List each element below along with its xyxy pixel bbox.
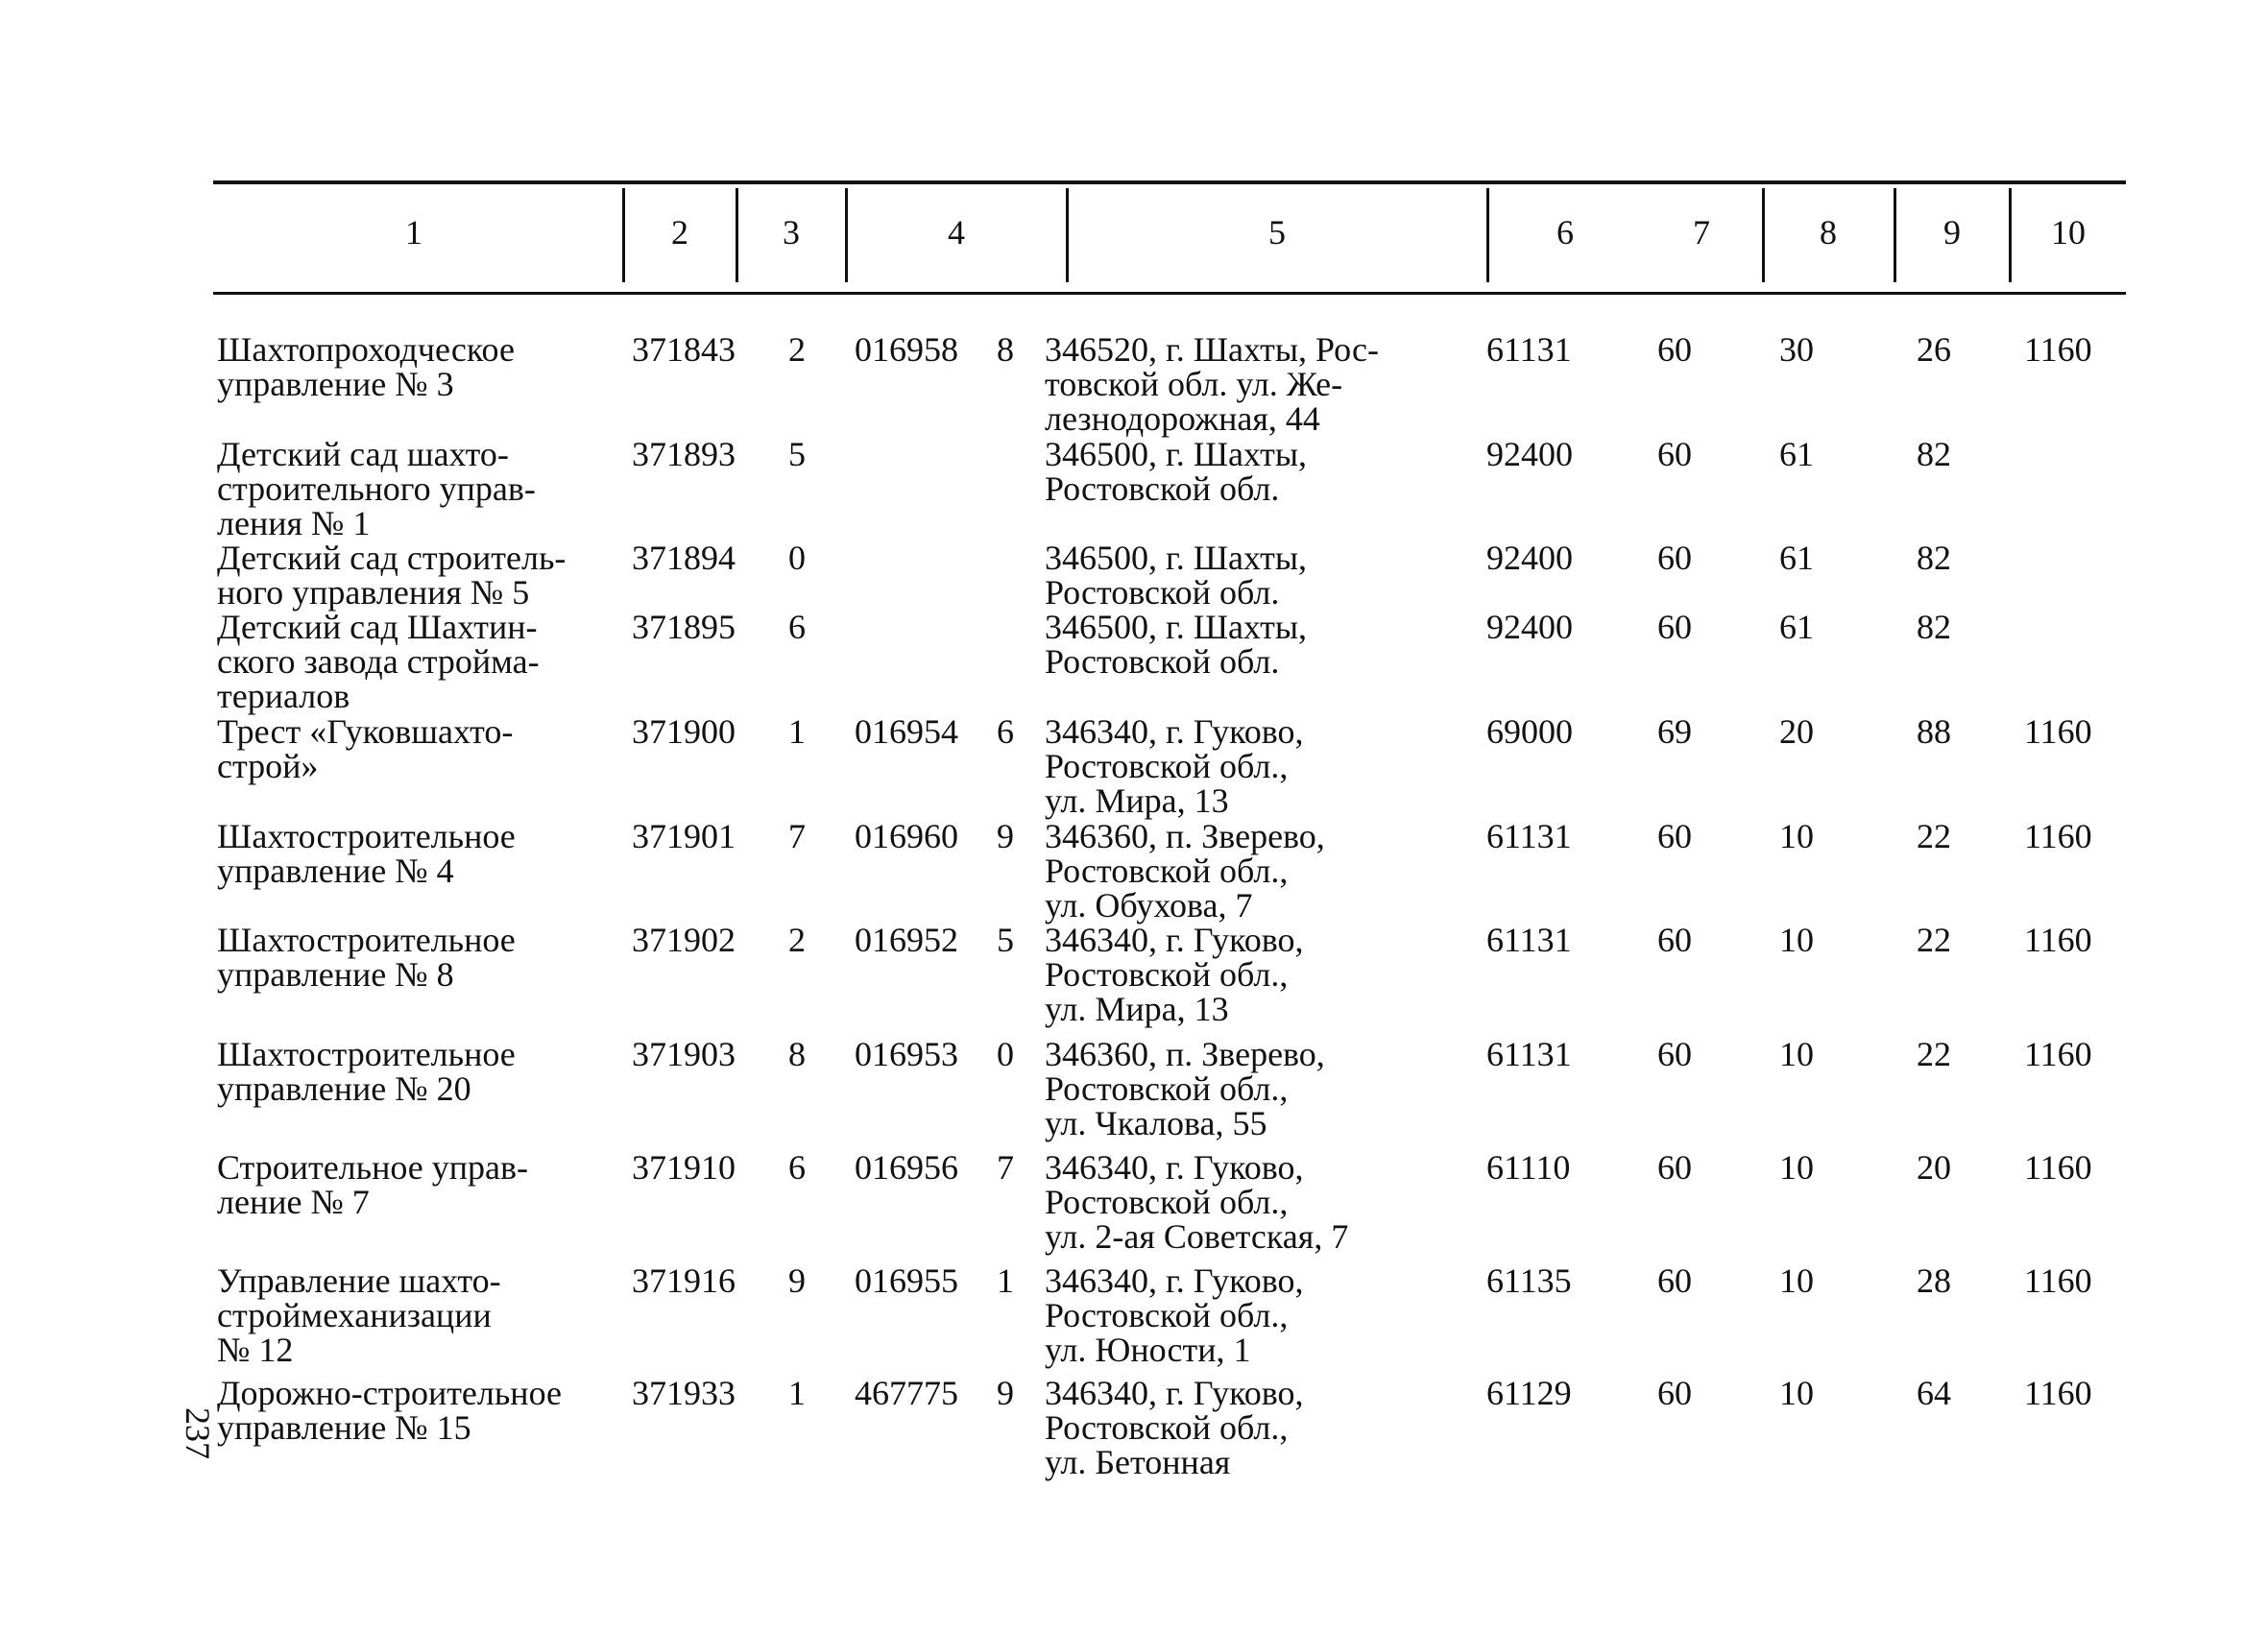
column-10-value: 1160 [2024, 817, 2092, 855]
column-6-value: 92400 [1486, 435, 1573, 473]
org-name: Шахтостроительное управление № 20 [217, 1035, 516, 1108]
column-6-value: 61129 [1486, 1374, 1572, 1412]
column-6-value: 61131 [1486, 330, 1572, 369]
account-check-digit: 8 [997, 330, 1014, 369]
org-name: Детский сад строитель- ного управления № 5 [217, 539, 567, 612]
column-6-value: 61131 [1486, 817, 1572, 855]
org-code: 371900 [632, 712, 736, 751]
column-7-value: 60 [1657, 1261, 1692, 1300]
check-digit: 0 [788, 539, 806, 577]
check-digit: 1 [788, 712, 806, 751]
check-digit: 5 [788, 435, 806, 473]
column-9-value: 26 [1917, 330, 1951, 369]
column-8-value: 10 [1779, 1374, 1814, 1412]
account-code: 016954 [855, 712, 958, 751]
column-6-value: 61131 [1486, 921, 1572, 959]
column-9-value: 64 [1917, 1374, 1951, 1412]
table-header-rule [213, 292, 2126, 295]
column-8-value: 10 [1779, 921, 1814, 959]
address: 346500, г. Шахты, Ростовской обл. [1045, 435, 1308, 508]
check-digit: 2 [788, 330, 806, 369]
check-digit: 6 [788, 1148, 806, 1187]
account-code: 016955 [855, 1261, 958, 1300]
org-name: Шахтостроительное управление № 8 [217, 921, 516, 994]
address: 346360, п. Зверево, Ростовской обл., ул. Чкалова, 55 [1045, 1035, 1325, 1142]
account-check-digit: 7 [997, 1148, 1014, 1187]
column-10-value: 1160 [2024, 1035, 2092, 1073]
org-code: 371916 [632, 1261, 736, 1300]
column-9-value: 20 [1917, 1148, 1951, 1187]
account-code: 467775 [855, 1374, 958, 1412]
column-8-value: 20 [1779, 712, 1814, 751]
column-9-value: 22 [1917, 817, 1951, 855]
column-10-value: 1160 [2024, 330, 2092, 369]
check-digit: 1 [788, 1374, 806, 1412]
address: 346340, г. Гуково, Ростовской обл., ул. Мира, 13 [1045, 921, 1304, 1028]
column-9-value: 82 [1917, 435, 1951, 473]
account-check-digit: 5 [997, 921, 1014, 959]
account-code: 016958 [855, 330, 958, 369]
address: 346360, п. Зверево, Ростовской обл., ул. Обухова, 7 [1045, 817, 1325, 925]
column-header-3: 3 [783, 213, 800, 252]
org-code: 371933 [632, 1374, 736, 1412]
page-number-text: 237 [179, 1407, 217, 1459]
column-header-6: 6 [1556, 213, 1574, 252]
table-top-rule [213, 180, 2126, 184]
column-8-value: 30 [1779, 330, 1814, 369]
column-7-value: 60 [1657, 1035, 1692, 1073]
column-header-5: 5 [1268, 213, 1286, 252]
account-code: 016956 [855, 1148, 958, 1187]
column-8-value: 10 [1779, 1148, 1814, 1187]
account-code: 016953 [855, 1035, 958, 1073]
check-digit: 9 [788, 1261, 806, 1300]
account-check-digit: 9 [997, 1374, 1014, 1412]
address: 346340, г. Гуково, Ростовской обл., ул. 2-ая Советская, 7 [1045, 1148, 1349, 1256]
column-10-value: 1160 [2024, 1148, 2092, 1187]
org-name: Детский сад Шахтин- ского завода стройма- териалов [217, 608, 540, 715]
address: 346520, г. Шахты, Рос- товской обл. ул. Же- лезнодорожная, 44 [1045, 330, 1380, 438]
check-digit: 8 [788, 1035, 806, 1073]
column-header-7: 7 [1693, 213, 1710, 252]
column-10-value: 1160 [2024, 921, 2092, 959]
column-7-value: 60 [1657, 539, 1692, 577]
column-7-value: 60 [1657, 330, 1692, 369]
org-code: 371843 [632, 330, 736, 369]
org-code: 371894 [632, 539, 736, 577]
check-digit: 6 [788, 608, 806, 646]
org-code: 371901 [632, 817, 736, 855]
account-check-digit: 6 [997, 712, 1014, 751]
address: 346340, г. Гуково, Ростовской обл., ул. Бетонная [1045, 1374, 1304, 1481]
org-code: 371895 [632, 608, 736, 646]
column-divider [1486, 188, 1489, 282]
column-9-value: 22 [1917, 921, 1951, 959]
column-8-value: 10 [1779, 1261, 1814, 1300]
account-code: 016960 [855, 817, 958, 855]
org-code: 371910 [632, 1148, 736, 1187]
column-7-value: 60 [1657, 1374, 1692, 1412]
column-7-value: 60 [1657, 608, 1692, 646]
column-8-value: 10 [1779, 1035, 1814, 1073]
column-6-value: 61110 [1486, 1148, 1571, 1187]
org-name: Дорожно-строительное управление № 15 [217, 1374, 562, 1447]
column-8-value: 61 [1779, 608, 1814, 646]
org-name: Шахтостроительное управление № 4 [217, 817, 516, 890]
column-9-value: 82 [1917, 608, 1951, 646]
account-check-digit: 1 [997, 1261, 1014, 1300]
column-6-value: 69000 [1486, 712, 1573, 751]
column-7-value: 60 [1657, 435, 1692, 473]
column-7-value: 60 [1657, 1148, 1692, 1187]
column-6-value: 92400 [1486, 608, 1573, 646]
org-name: Строительное управ- ление № 7 [217, 1148, 528, 1221]
column-7-value: 60 [1657, 817, 1692, 855]
org-code: 371903 [632, 1035, 736, 1073]
org-code: 371893 [632, 435, 736, 473]
column-header-9: 9 [1943, 213, 1961, 252]
column-8-value: 10 [1779, 817, 1814, 855]
column-7-value: 60 [1657, 921, 1692, 959]
page-number [181, 1407, 219, 1484]
org-name: Управление шахто- строймеханизации № 12 [217, 1261, 501, 1369]
account-code: 016952 [855, 921, 958, 959]
column-9-value: 88 [1917, 712, 1951, 751]
org-code: 371902 [632, 921, 736, 959]
org-name: Детский сад шахто- строительного управ- ления № 1 [217, 435, 536, 542]
column-header-1: 1 [405, 213, 422, 252]
check-digit: 2 [788, 921, 806, 959]
column-9-value: 28 [1917, 1261, 1951, 1300]
column-header-8: 8 [1820, 213, 1837, 252]
column-8-value: 61 [1779, 435, 1814, 473]
check-digit: 7 [788, 817, 806, 855]
column-header-4: 4 [948, 213, 965, 252]
column-10-value: 1160 [2024, 712, 2092, 751]
column-7-value: 69 [1657, 712, 1692, 751]
address: 346500, г. Шахты, Ростовской обл. [1045, 608, 1308, 681]
address: 346500, г. Шахты, Ростовской обл. [1045, 539, 1308, 612]
column-10-value: 1160 [2024, 1374, 2092, 1412]
address: 346340, г. Гуково, Ростовской обл., ул. Мира, 13 [1045, 712, 1304, 820]
column-10-value: 1160 [2024, 1261, 2092, 1300]
account-check-digit: 9 [997, 817, 1014, 855]
org-name: Трест «Гуковшахто- строй» [217, 712, 514, 785]
org-name: Шахтопроходческое управление № 3 [217, 330, 515, 403]
address: 346340, г. Гуково, Ростовской обл., ул. Юности, 1 [1045, 1261, 1304, 1369]
column-9-value: 22 [1917, 1035, 1951, 1073]
account-check-digit: 0 [997, 1035, 1014, 1073]
column-header-2: 2 [671, 213, 688, 252]
column-9-value: 82 [1917, 539, 1951, 577]
column-6-value: 61131 [1486, 1035, 1572, 1073]
column-header-10: 10 [2051, 213, 2086, 252]
column-8-value: 61 [1779, 539, 1814, 577]
column-6-value: 92400 [1486, 539, 1573, 577]
column-6-value: 61135 [1486, 1261, 1572, 1300]
